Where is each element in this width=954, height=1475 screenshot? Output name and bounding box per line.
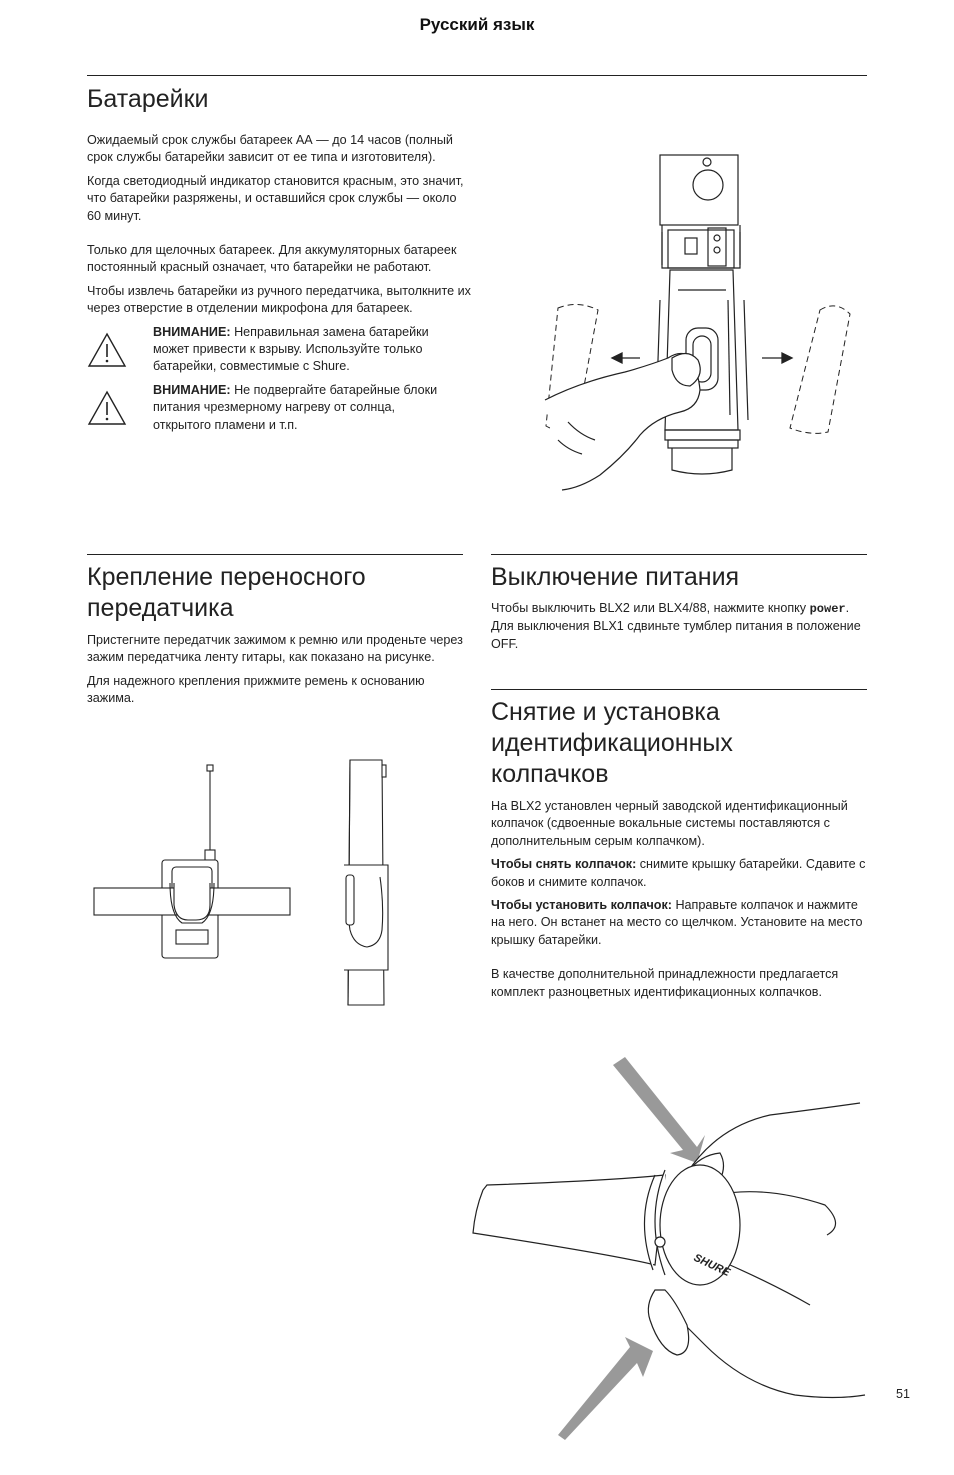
arrow-icon — [558, 1337, 653, 1440]
shure-logo: SHURE — [691, 1251, 732, 1279]
mounting-title: Крепление переносного передатчика — [87, 563, 366, 622]
power-button-name: power — [809, 602, 846, 616]
section-rule — [491, 689, 867, 690]
warning-label: ВНИМАНИЕ: — [153, 324, 231, 339]
warning-body: Не подвергайте батарейные блоки питания чрезмерному нагреву от солнца, открытого пламени и т.п. — [153, 382, 438, 432]
mounting-paragraph: Пристегните передатчик зажимом к ремню или проденьте через зажим передатчика ленту гитары, как показано на рисунке. — [87, 633, 463, 665]
caps-remove-instruction — [491, 856, 867, 891]
warning-text — [153, 382, 453, 434]
warning-body: Неправильная замена батарейки может привести к взрыву. Используйте только батарейки, совместимые с Shure. — [153, 324, 429, 374]
caps-remove-label: Чтобы снять колпачок: — [491, 857, 637, 872]
batteries-title: Батарейки — [87, 85, 209, 113]
battery-removal-illustration — [540, 150, 860, 495]
caps-install-text: Направьте колпачок и нажмите на него. Он встанет на место со щелчком. Установите на место крышку батарейки. — [491, 898, 863, 947]
power-off-title: Выключение питания — [491, 563, 740, 591]
power-off-text-start: Чтобы выключить BLX2 или BLX4/88, нажмите кнопку — [491, 601, 810, 615]
arrow-icon — [613, 1057, 705, 1163]
language-header: Русский язык — [419, 15, 535, 34]
section-rule — [87, 554, 463, 555]
caps-remove-text: снимите крышку батарейки. Сдавите с боков и снимите колпачок. — [491, 857, 866, 889]
batteries-text — [87, 132, 472, 434]
warning-2 — [87, 382, 472, 434]
caps-paragraph: На BLX2 установлен черный заводской идентификационный колпачок (сдвоенные вокальные системы поставляются с дополнительным серым колпачком). — [491, 799, 848, 848]
batteries-paragraph: Только для щелочных батареек. Для аккумуляторных батареек постоянный красный означает, что батарейки не работают. — [87, 243, 457, 275]
caps-install-label: Чтобы установить колпачок: — [491, 898, 672, 913]
power-off-text-end: . Для выключения BLX1 сдвиньте тумблер питания в положение OFF. — [491, 601, 861, 651]
warning-triangle-icon — [87, 390, 127, 426]
page-number: 51 — [896, 1387, 910, 1401]
section-rule — [491, 554, 867, 555]
caps-text — [491, 798, 867, 1001]
mounting-paragraph: Для надежного крепления прижмите ремень к основанию зажима. — [87, 673, 425, 706]
warning-label: ВНИМАНИЕ: — [153, 382, 231, 397]
warning-text — [153, 324, 463, 376]
power-off-text — [491, 600, 867, 653]
warning-triangle-icon — [87, 332, 127, 368]
warning-1 — [87, 324, 472, 376]
batteries-paragraph: Ожидаемый срок службы батареек АА — до 14 часов (полный срок службы батарейки зависит от ее типа и изготовителя). — [87, 133, 453, 165]
caps-install-instruction — [491, 897, 867, 949]
bodypack-clip-illustration — [92, 755, 402, 1010]
section-rule — [87, 75, 867, 76]
batteries-paragraph: Когда светодиодный индикатор становится красным, это значит, что батарейки разряжены, и оставшийся срок службы — около 60 минут. — [87, 173, 464, 223]
caps-title: Снятие и установка идентификационных колпачков — [491, 698, 733, 788]
batteries-paragraph: Чтобы извлечь батарейки из ручного передатчика, вытолкните их через отверстие в отделении микрофона для батареек. — [87, 283, 471, 316]
mounting-text — [87, 632, 463, 708]
microphone-cap-illustration — [465, 1055, 865, 1440]
caps-paragraph: В качестве дополнительной принадлежности предлагается комплект разноцветных идентификационных колпачков. — [491, 967, 839, 999]
